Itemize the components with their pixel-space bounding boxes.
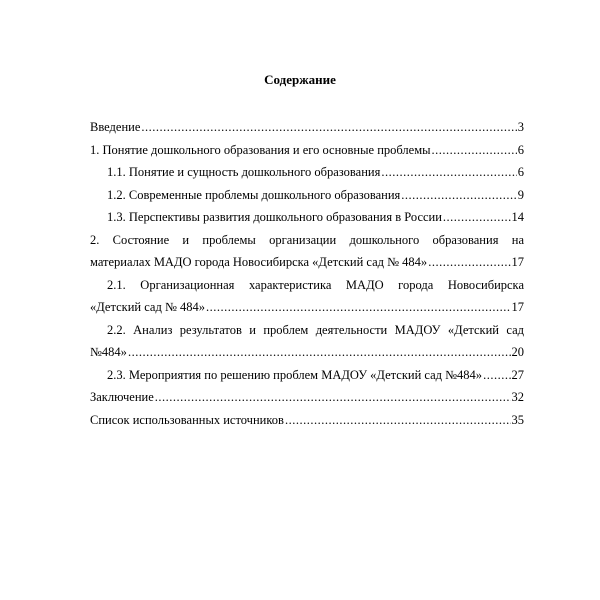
toc-entry-sources [90, 409, 524, 432]
toc-entry-label-line-2: «Детский сад № 484» [90, 300, 206, 314]
toc-leader-dots [381, 161, 516, 184]
toc-entry-label: Введение [90, 120, 141, 134]
toc-entry-section-2-3 [90, 364, 524, 387]
toc-leader-dots [206, 296, 510, 319]
toc-entry-label: Список использованных источников [90, 412, 284, 427]
toc-entry-section-1-1 [90, 161, 524, 184]
toc-page-number: 27 [511, 367, 524, 382]
toc-entry-label: Заключение [90, 390, 154, 404]
toc-leader-dots [483, 364, 510, 387]
toc-page-number: 6 [517, 142, 524, 157]
toc-entry-label-line-1: 2.2. Анализ результатов и проблем деятельности МАДОУ «Детский сад [107, 322, 524, 337]
toc-leader-dots [401, 184, 516, 207]
toc-entry-chapter-2 [90, 229, 524, 274]
toc-entry-label-line-2: материалах МАДО города Новосибирска «Детский сад № 484» [90, 255, 428, 269]
toc-leader-dots [155, 386, 511, 409]
toc-leader-dots [285, 409, 511, 432]
toc-page-number: 14 [511, 210, 524, 224]
toc-entry-label: 1.3. Перспективы развития дошкольного образования в России [107, 210, 442, 224]
toc-page-number: 9 [517, 187, 524, 202]
toc-entry-label-line-2: №484» [90, 345, 127, 359]
toc-entry-label: 1. Понятие дошкольного образования и его основные проблемы [90, 142, 431, 157]
toc-page-number: 35 [511, 412, 524, 427]
toc-entry-section-1-2 [90, 184, 524, 207]
page-title: Содержание [264, 72, 336, 87]
toc-entry-conclusion [90, 386, 524, 409]
toc-entry-label: 1.2. Современные проблемы дошкольного образования [107, 187, 401, 202]
toc-entry-section-1-3 [90, 206, 524, 229]
toc-page-number: 3 [517, 120, 524, 134]
toc-entry-label: 1.1. Понятие и сущность дошкольного образования [107, 165, 381, 179]
toc-page-number: 20 [511, 345, 524, 359]
toc-entry-section-2-1 [90, 274, 524, 319]
toc-leader-dots [141, 116, 516, 139]
toc-page-number: 17 [511, 300, 524, 314]
toc-page-number: 17 [511, 255, 524, 269]
toc-entry-label: 2.3. Мероприятия по решению проблем МАДОУ «Детский сад №484» [107, 367, 483, 382]
toc-entry-section-2-2 [90, 319, 524, 364]
toc-leader-dots [428, 251, 510, 274]
table-of-contents [90, 116, 524, 431]
toc-leader-dots [443, 206, 511, 229]
toc-leader-dots [128, 341, 511, 364]
toc-entry-label-line-1: 2. Состояние и проблемы организации дошкольного образования на [90, 232, 524, 247]
toc-entry-label-line-1: 2.1. Организационная характеристика МАДО города Новосибирска [107, 277, 524, 292]
toc-entry-chapter-1 [90, 139, 524, 162]
toc-entry-intro [90, 116, 524, 139]
toc-page-number: 6 [517, 165, 524, 179]
toc-leader-dots [432, 139, 517, 162]
toc-page-number: 32 [511, 390, 524, 404]
